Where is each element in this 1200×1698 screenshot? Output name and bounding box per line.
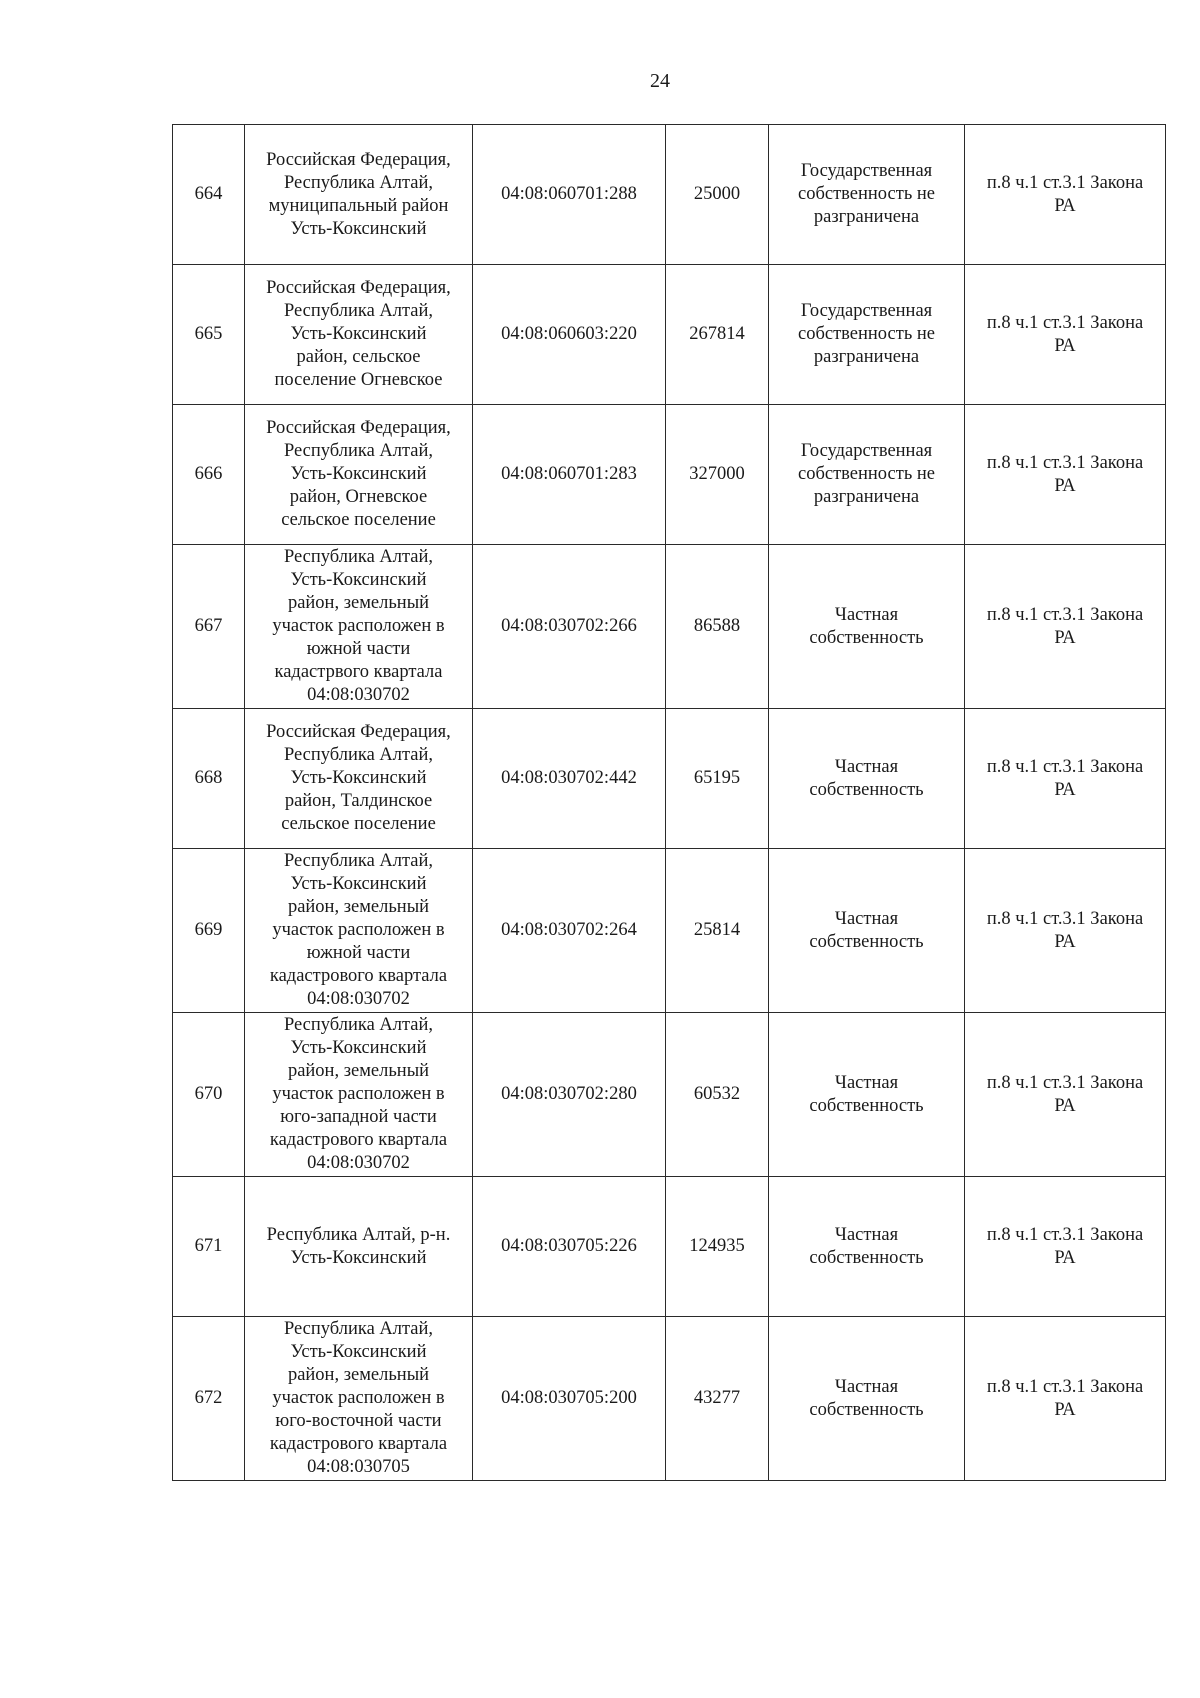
row-number-cell: 665 <box>173 265 245 405</box>
area-cell: 124935 <box>666 1177 769 1317</box>
cadastral-number-cell: 04:08:030705:226 <box>473 1177 666 1317</box>
legal-basis-cell: п.8 ч.1 ст.3.1 Закона РА <box>965 709 1166 849</box>
legal-basis-cell: п.8 ч.1 ст.3.1 Закона РА <box>965 1177 1166 1317</box>
address-cell: Республика Алтай, Усть-Коксинский район, земельный участок расположен в юго-западной части кадастрового квартала 04:08:030702 <box>245 1013 473 1177</box>
legal-basis-cell: п.8 ч.1 ст.3.1 Закона РА <box>965 125 1166 265</box>
table-row <box>173 1317 1166 1481</box>
table-row <box>173 709 1166 849</box>
row-number-cell: 669 <box>173 849 245 1013</box>
land-plots-table <box>172 124 1166 1481</box>
legal-basis-cell: п.8 ч.1 ст.3.1 Закона РА <box>965 405 1166 545</box>
address-cell: Российская Федерация, Республика Алтай, Усть-Коксинский район, Огневское сельское поселение <box>245 405 473 545</box>
row-number-cell: 664 <box>173 125 245 265</box>
cadastral-number-cell: 04:08:060603:220 <box>473 265 666 405</box>
cadastral-number-cell: 04:08:030702:266 <box>473 545 666 709</box>
cadastral-number-cell: 04:08:030705:200 <box>473 1317 666 1481</box>
row-number-cell: 666 <box>173 405 245 545</box>
ownership-cell: Государственная собственность не разграничена <box>769 265 965 405</box>
cadastral-number-cell: 04:08:030702:280 <box>473 1013 666 1177</box>
address-cell: Республика Алтай, Усть-Коксинский район, земельный участок расположен в южной части кадастрвого квартала 04:08:030702 <box>245 545 473 709</box>
cadastral-number-cell: 04:08:060701:288 <box>473 125 666 265</box>
legal-basis-cell: п.8 ч.1 ст.3.1 Закона РА <box>965 1317 1166 1481</box>
address-cell: Российская Федерация, Республика Алтай, Усть-Коксинский район, сельское поселение Огневское <box>245 265 473 405</box>
ownership-cell: Частная собственность <box>769 1177 965 1317</box>
legal-basis-cell: п.8 ч.1 ст.3.1 Закона РА <box>965 849 1166 1013</box>
table-row <box>173 265 1166 405</box>
area-cell: 327000 <box>666 405 769 545</box>
ownership-cell: Частная собственность <box>769 849 965 1013</box>
address-cell: Республика Алтай, Усть-Коксинский район, земельный участок расположен в южной части кадастрового квартала 04:08:030702 <box>245 849 473 1013</box>
table-row <box>173 405 1166 545</box>
ownership-cell: Частная собственность <box>769 709 965 849</box>
ownership-cell: Государственная собственность не разграничена <box>769 125 965 265</box>
ownership-cell: Государственная собственность не разграничена <box>769 405 965 545</box>
table-row <box>173 545 1166 709</box>
area-cell: 267814 <box>666 265 769 405</box>
row-number-cell: 667 <box>173 545 245 709</box>
table-row <box>173 125 1166 265</box>
address-cell: Российская Федерация, Республика Алтай, муниципальный район Усть-Коксинский <box>245 125 473 265</box>
area-cell: 65195 <box>666 709 769 849</box>
table-row <box>173 849 1166 1013</box>
table-row <box>173 1177 1166 1317</box>
address-cell: Республика Алтай, р-н. Усть-Коксинский <box>245 1177 473 1317</box>
address-cell: Республика Алтай, Усть-Коксинский район, земельный участок расположен в юго-восточной части кадастрового квартала 04:08:030705 <box>245 1317 473 1481</box>
area-cell: 25814 <box>666 849 769 1013</box>
address-cell: Российская Федерация, Республика Алтай, Усть-Коксинский район, Талдинское сельское поселение <box>245 709 473 849</box>
ownership-cell: Частная собственность <box>769 545 965 709</box>
area-cell: 43277 <box>666 1317 769 1481</box>
row-number-cell: 668 <box>173 709 245 849</box>
area-cell: 60532 <box>666 1013 769 1177</box>
row-number-cell: 670 <box>173 1013 245 1177</box>
cadastral-number-cell: 04:08:030702:264 <box>473 849 666 1013</box>
legal-basis-cell: п.8 ч.1 ст.3.1 Закона РА <box>965 545 1166 709</box>
area-cell: 86588 <box>666 545 769 709</box>
legal-basis-cell: п.8 ч.1 ст.3.1 Закона РА <box>965 1013 1166 1177</box>
cadastral-number-cell: 04:08:060701:283 <box>473 405 666 545</box>
ownership-cell: Частная собственность <box>769 1317 965 1481</box>
cadastral-number-cell: 04:08:030702:442 <box>473 709 666 849</box>
row-number-cell: 672 <box>173 1317 245 1481</box>
legal-basis-cell: п.8 ч.1 ст.3.1 Закона РА <box>965 265 1166 405</box>
table-row <box>173 1013 1166 1177</box>
area-cell: 25000 <box>666 125 769 265</box>
ownership-cell: Частная собственность <box>769 1013 965 1177</box>
row-number-cell: 671 <box>173 1177 245 1317</box>
page-number: 24 <box>650 70 670 92</box>
